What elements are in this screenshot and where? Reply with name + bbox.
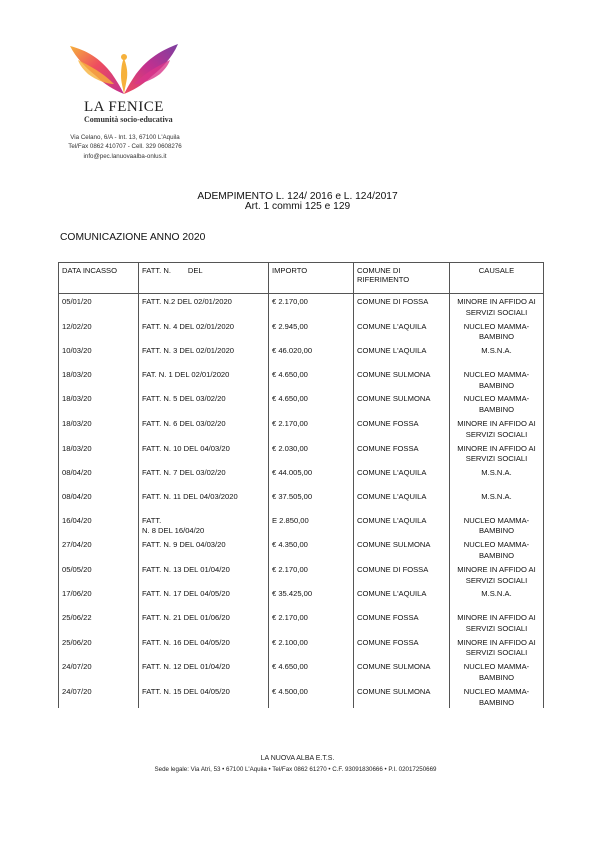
table-row: [59, 562, 544, 587]
cell-amount: € 35.425,00: [269, 586, 354, 610]
cell-invoice: FATT. N. 13 DEL 01/04/20: [139, 562, 269, 587]
cell-date: 24/07/20: [59, 684, 139, 709]
table-row: [59, 610, 544, 635]
cell-date: 18/03/20: [59, 391, 139, 416]
column-header-municipality: COMUNE DI RIFERIMENTO: [354, 263, 450, 294]
cell-invoice: FATT. N. 7 DEL 03/02/20: [139, 465, 269, 489]
cell-reason: M.S.N.A.: [450, 343, 544, 367]
table-row: [59, 465, 544, 489]
table-row: [59, 319, 544, 344]
table-row: [59, 659, 544, 684]
table-row: [59, 343, 544, 367]
cell-date: 16/04/20: [59, 513, 139, 538]
cell-amount: € 2.170,00: [269, 562, 354, 587]
table-row: [59, 367, 544, 392]
cell-date: 08/04/20: [59, 489, 139, 513]
cell-municipality: COMUNE L'AQUILA: [354, 489, 450, 513]
cell-invoice: FATT. N. 15 DEL 04/05/20: [139, 684, 269, 709]
cell-municipality: COMUNE L'AQUILA: [354, 319, 450, 344]
cell-date: 18/03/20: [59, 416, 139, 441]
cell-invoice: FATT. N. 16 DEL 04/05/20: [139, 635, 269, 660]
cell-municipality: COMUNE FOSSA: [354, 635, 450, 660]
cell-reason: NUCLEO MAMMA-BAMBINO: [450, 513, 544, 538]
cell-municipality: COMUNE SULMONA: [354, 391, 450, 416]
cell-reason: MINORE IN AFFIDO AI SERVIZI SOCIALI: [450, 562, 544, 587]
cell-date: 27/04/20: [59, 537, 139, 562]
column-header-date: DATA INCASSO: [59, 263, 139, 294]
document-subtitle: COMUNICAZIONE ANNO 2020: [60, 232, 206, 243]
table-row: [59, 513, 544, 538]
document-heading: [0, 192, 595, 212]
cell-municipality: COMUNE FOSSA: [354, 441, 450, 466]
cell-invoice: FATT. N. 17 DEL 04/05/20: [139, 586, 269, 610]
column-header-invoice: FATT. N. DEL: [139, 263, 269, 294]
cell-invoice: FATT. N. 6 DEL 03/02/20: [139, 416, 269, 441]
brand-name: LA FENICE: [84, 99, 164, 115]
table-row: [59, 489, 544, 513]
cell-invoice: FATT. N. 11 DEL 04/03/2020: [139, 489, 269, 513]
cell-reason: NUCLEO MAMMA-BAMBINO: [450, 684, 544, 709]
cell-amount: € 2.170,00: [269, 610, 354, 635]
cell-amount: € 4.650,00: [269, 367, 354, 392]
footer-legal: Sede legale: Via Atri, 53 • 67100 L'Aquila • Tel/Fax 0862 61270 • C.F. 93091830666 • P.I. 02017250669: [154, 766, 437, 773]
cell-reason: MINORE IN AFFIDO AI SERVIZI SOCIALI: [450, 441, 544, 466]
table-row: [59, 294, 544, 319]
cell-reason: MINORE IN AFFIDO AI SERVIZI SOCIALI: [450, 416, 544, 441]
cell-date: 08/04/20: [59, 465, 139, 489]
cell-invoice: FATT. N. 8 DEL 16/04/20: [139, 513, 269, 538]
cell-invoice: FAT. N. 1 DEL 02/01/2020: [139, 367, 269, 392]
cell-invoice: FATT. N. 12 DEL 01/04/20: [139, 659, 269, 684]
payments-table: [58, 262, 544, 708]
cell-reason: NUCLEO MAMMA-BAMBINO: [450, 659, 544, 684]
contact-phone: Tel/Fax 0862 410707 - Cell. 329 0608276: [68, 143, 182, 151]
cell-amount: € 46.020,00: [269, 343, 354, 367]
cell-reason: NUCLEO MAMMA-BAMBINO: [450, 391, 544, 416]
cell-date: 24/07/20: [59, 659, 139, 684]
cell-amount: € 4.650,00: [269, 391, 354, 416]
cell-date: 05/01/20: [59, 294, 139, 319]
table-row: [59, 441, 544, 466]
cell-municipality: COMUNE SULMONA: [354, 659, 450, 684]
cell-date: 25/06/22: [59, 610, 139, 635]
column-header-amount: IMPORTO: [269, 263, 354, 294]
cell-municipality: COMUNE FOSSA: [354, 416, 450, 441]
contact-email: info@pec.lanuovaalba-onlus.it: [83, 152, 167, 160]
cell-amount: € 2.030,00: [269, 441, 354, 466]
table-body: [59, 294, 544, 709]
cell-reason: NUCLEO MAMMA-BAMBINO: [450, 537, 544, 562]
footer-org: LA NUOVA ALBA E.T.S.: [260, 755, 335, 762]
cell-amount: € 2.170,00: [269, 416, 354, 441]
cell-municipality: COMUNE FOSSA: [354, 610, 450, 635]
cell-date: 25/06/20: [59, 635, 139, 660]
cell-reason: NUCLEO MAMMA-BAMBINO: [450, 319, 544, 344]
heading-line-1: ADEMPIMENTO L. 124/ 2016 e L. 124/2017: [197, 191, 398, 202]
cell-reason: M.S.N.A.: [450, 586, 544, 610]
cell-amount: € 2.170,00: [269, 294, 354, 319]
cell-amount: € 37.505,00: [269, 489, 354, 513]
table-row: [59, 416, 544, 441]
cell-reason: MINORE IN AFFIDO AI SERVIZI SOCIALI: [450, 294, 544, 319]
table-row: [59, 537, 544, 562]
cell-municipality: COMUNE L'AQUILA: [354, 465, 450, 489]
brand-tagline: Comunità socio-educativa: [84, 115, 173, 124]
column-header-reason: CAUSALE: [450, 263, 544, 294]
cell-amount: € 2.945,00: [269, 319, 354, 344]
cell-invoice: FATT. N. 3 DEL 02/01/2020: [139, 343, 269, 367]
cell-invoice: FATT. N. 5 DEL 03/02/20: [139, 391, 269, 416]
cell-amount: € 44.005,00: [269, 465, 354, 489]
cell-municipality: COMUNE DI FOSSA: [354, 294, 450, 319]
cell-reason: MINORE IN AFFIDO AI SERVIZI SOCIALI: [450, 635, 544, 660]
cell-municipality: COMUNE SULMONA: [354, 537, 450, 562]
cell-municipality: COMUNE L'AQUILA: [354, 586, 450, 610]
table-row: [59, 586, 544, 610]
contact-block: [60, 133, 190, 161]
cell-reason: NUCLEO MAMMA-BAMBINO: [450, 367, 544, 392]
cell-date: 18/03/20: [59, 367, 139, 392]
cell-invoice: FATT. N. 4 DEL 02/01/2020: [139, 319, 269, 344]
cell-amount: E 2.850,00: [269, 513, 354, 538]
cell-reason: MINORE IN AFFIDO AI SERVIZI SOCIALI: [450, 610, 544, 635]
heading-line-2: Art. 1 commi 125 e 129: [244, 201, 351, 212]
cell-amount: € 4.650,00: [269, 659, 354, 684]
table-row: [59, 635, 544, 660]
cell-municipality: COMUNE SULMONA: [354, 367, 450, 392]
cell-invoice: FATT. N.2 DEL 02/01/2020: [139, 294, 269, 319]
cell-invoice: FATT. N. 10 DEL 04/03/20: [139, 441, 269, 466]
cell-date: 18/03/20: [59, 441, 139, 466]
cell-municipality: COMUNE L'AQUILA: [354, 343, 450, 367]
table-header-row: [59, 263, 544, 294]
cell-municipality: COMUNE DI FOSSA: [354, 562, 450, 587]
cell-date: 12/02/20: [59, 319, 139, 344]
cell-amount: € 4.500,00: [269, 684, 354, 709]
cell-invoice: FATT. N. 21 DEL 01/06/20: [139, 610, 269, 635]
table-row: [59, 684, 544, 709]
phoenix-logo-icon: [68, 40, 180, 98]
cell-reason: M.S.N.A.: [450, 489, 544, 513]
cell-municipality: COMUNE L'AQUILA: [354, 513, 450, 538]
cell-date: 05/05/20: [59, 562, 139, 587]
cell-invoice: FATT. N. 9 DEL 04/03/20: [139, 537, 269, 562]
cell-amount: € 4.350,00: [269, 537, 354, 562]
contact-address: Via Celano, 6/A - Int. 13, 67100 L'Aquila: [70, 134, 180, 141]
cell-municipality: COMUNE SULMONA: [354, 684, 450, 709]
cell-amount: € 2.100,00: [269, 635, 354, 660]
cell-date: 17/06/20: [59, 586, 139, 610]
table-row: [59, 391, 544, 416]
cell-reason: M.S.N.A.: [450, 465, 544, 489]
cell-date: 10/03/20: [59, 343, 139, 367]
